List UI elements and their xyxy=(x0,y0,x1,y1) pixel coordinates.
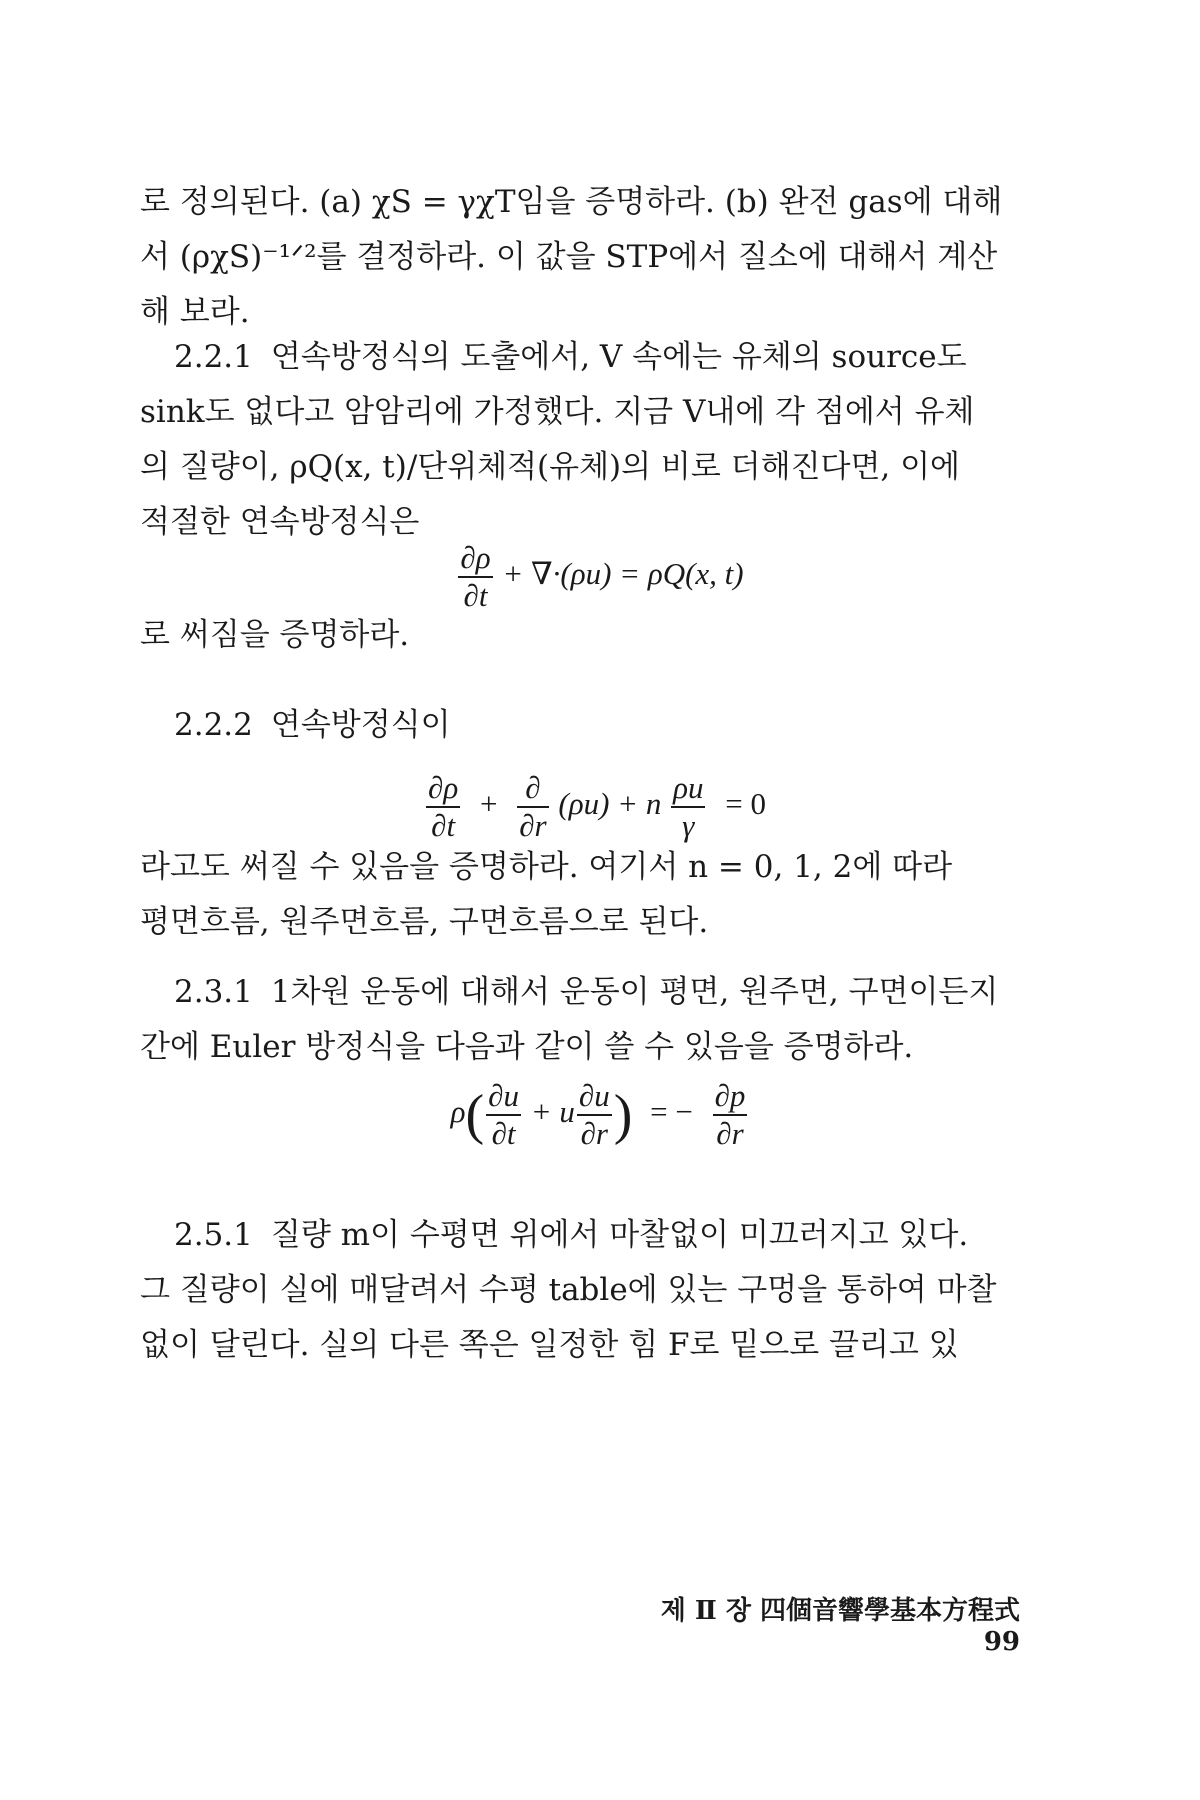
equation-continuity-radial: $\frac{\partial\rho}{\partial t}$ + $\frac{\partial}{\partial r}$ (ρu) + n $\frac{\rho u}{\gamma}$ = 0 xyxy=(428,770,766,843)
problem-2-2-1-conclusion xyxy=(140,608,1045,663)
problem-number: 2.2.2 xyxy=(174,707,253,743)
problem-2-2-1 xyxy=(140,330,1045,550)
equation-euler: ρ( $\frac{\partial u}{\partial t}$ + u $\frac{\partial u}{\partial r}$ ) = − $\frac{\partial p}{\partial r}$ xyxy=(450,1078,746,1151)
text-line: 로 써짐을 증명하라. xyxy=(140,617,410,653)
text-line: 간에 Euler 방정식을 다음과 같이 쓸 수 있음을 증명하라. xyxy=(140,1029,914,1065)
text-line: 1차원 운동에 대해서 운동이 평면, 원주면, 구면이든지 xyxy=(270,974,999,1010)
text-line: 서 (ρχS)⁻¹ᐟ²를 결정하라. 이 값을 STP에서 질소에 대해서 계산 xyxy=(140,239,998,275)
problem-2-2-2 xyxy=(140,698,1045,753)
chapter-title: 제 Ⅱ 장 四個音響學基本方程式 xyxy=(660,1596,1020,1626)
text-line: 연속방정식이 xyxy=(270,707,451,743)
problem-number: 2.5.1 xyxy=(174,1217,253,1253)
text-line: 로 정의된다. (a) χS = γχT임을 증명하라. (b) 완전 gas에 대해 xyxy=(140,184,1003,220)
problem-2-5-1 xyxy=(140,1208,1045,1373)
problem-2-2-2-body xyxy=(140,840,1045,950)
text-line: 질량 m이 수평면 위에서 마찰없이 미끄러지고 있다. xyxy=(270,1217,969,1253)
text-line: 평면흐름, 원주면흐름, 구면흐름으로 된다. xyxy=(140,904,709,940)
text-line: 해 보라. xyxy=(140,294,250,330)
text-line: 의 질량이, ρQ(x, t)/단위체적(유체)의 비로 더해진다면, 이에 xyxy=(140,449,961,485)
equation-continuity-source xyxy=(0,540,1200,614)
intro-paragraph xyxy=(140,175,1045,340)
problem-number: 2.3.1 xyxy=(174,974,253,1010)
problem-2-3-1 xyxy=(140,965,1045,1075)
text-line: 없이 달린다. 실의 다른 쪽은 일정한 힘 F로 밑으로 끌리고 있 xyxy=(140,1327,959,1363)
text-line: 라고도 써질 수 있음을 증명하라. 여기서 n = 0, 1, 2에 따라 xyxy=(140,849,953,885)
text-line: 연속방정식의 도출에서, V 속에는 유체의 source도 xyxy=(270,339,967,375)
text-line: 적절한 연속방정식은 xyxy=(140,504,420,540)
page-footer xyxy=(600,1590,1020,1657)
text-line: sink도 없다고 암암리에 가정했다. 지금 V내에 각 점에서 유체 xyxy=(140,394,975,430)
equation-rest: + ∇·(ρu) = ρQ(x, t) xyxy=(502,556,744,592)
problem-number: 2.2.1 xyxy=(174,339,253,375)
text-line: 그 질량이 실에 매달려서 수평 table에 있는 구멍을 통하여 마찰 xyxy=(140,1272,997,1308)
page-number: 99 xyxy=(983,1627,1020,1657)
fraction: $\frac{\partial\rho}{\partial t}$ xyxy=(460,540,491,613)
